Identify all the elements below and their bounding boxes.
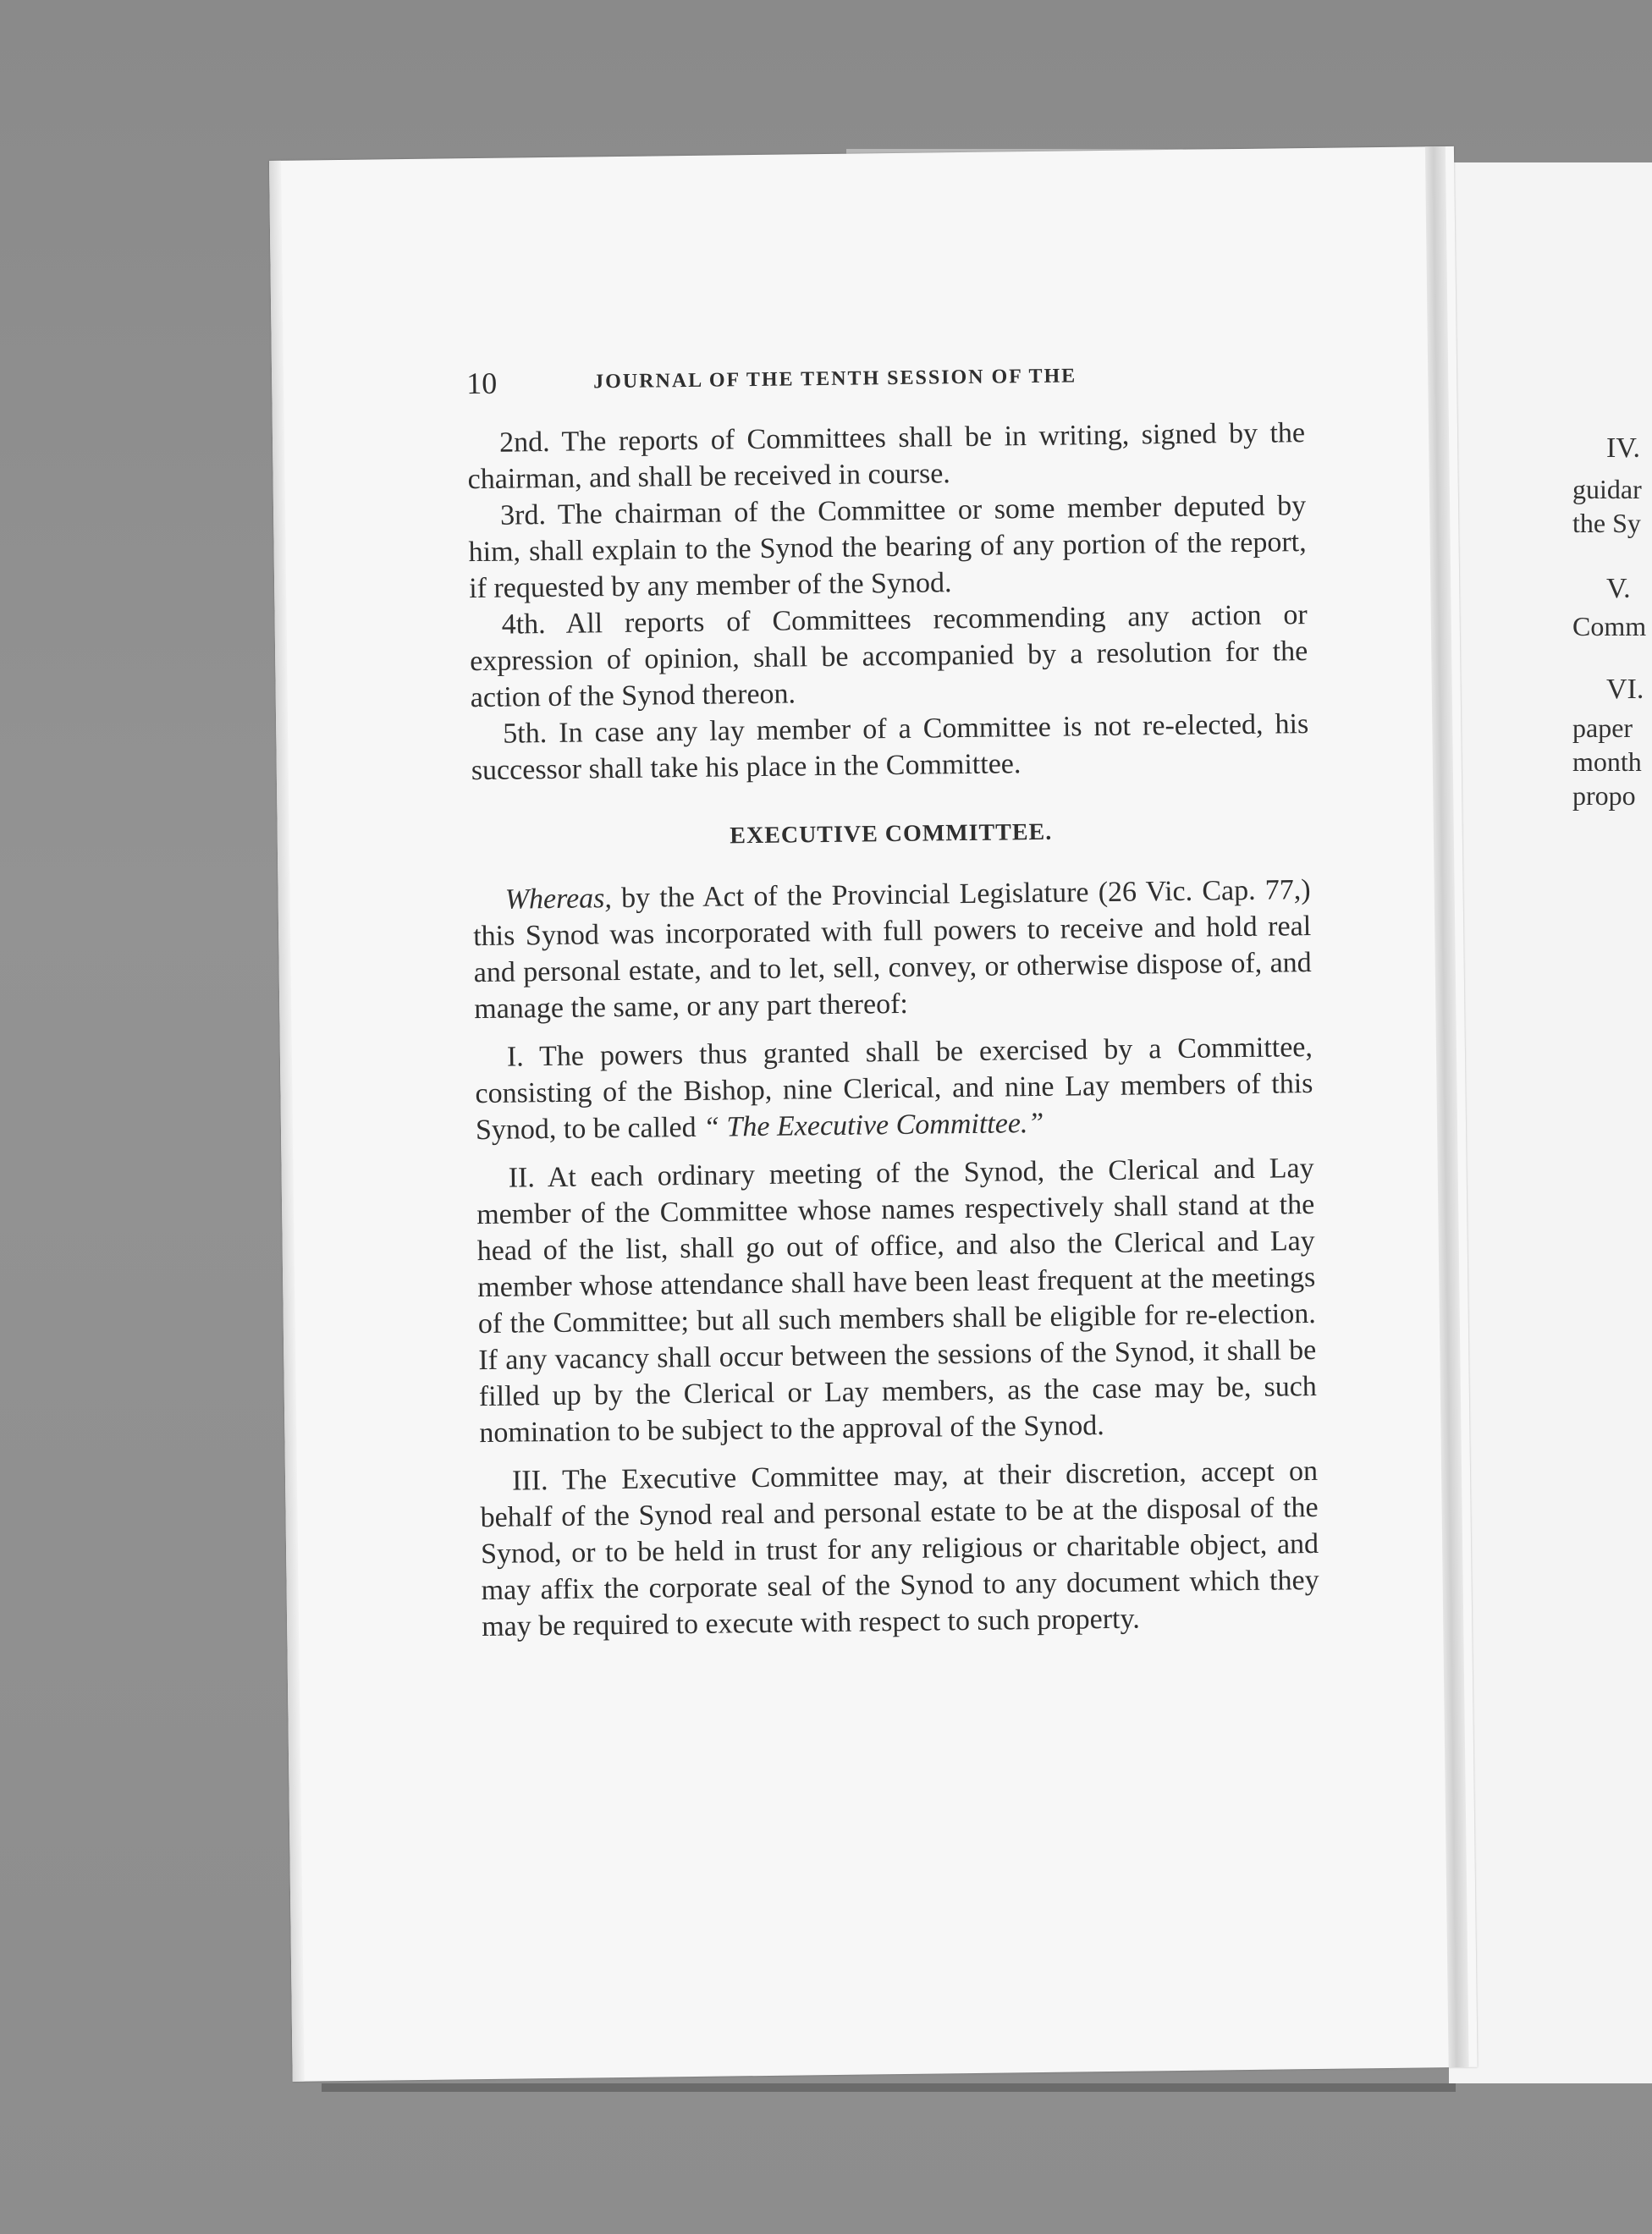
running-title: JOURNAL OF THE TENTH SESSION OF THE [593,365,1077,393]
page-bottom-edge [322,2083,1456,2092]
right-fragment-paper: paper [1572,713,1633,743]
right-fragment-month: month [1572,746,1642,777]
article-3: III. The Executive Committee may, at their discretion, accept on behalf of the Synod real and personal estate to be at the disposal of the Synod, or to be held in trust for any religious or charitable object, and may affix the corporate seal of the Synod to any document which they may be required to execute with respect to such property. [480,1455,1319,1643]
left-page [269,146,1478,2082]
page-content [466,355,1319,1645]
right-fragment-guidar: guidar [1572,474,1642,504]
whereas-paragraph [472,872,1312,1027]
section-heading: EXECUTIVE COMMITTEE. [730,818,1053,850]
article-1-text: I. The powers thus granted shall be exercised by a Committee, consisting of the Bishop, nine Clerical, and nine Lay members of this Synod, to be called [475,1032,1313,1147]
article-2: II. At each ordinary meeting of the Synod, the Clerical and Lay member of the Committee whose names respectively shall stand at the head of the list, shall go out of office, and also the Clerical and Lay member whose attendance shall have been least frequent at the meetings of the Committee; but all such members shall be eligible for re-election. If any vacancy shall occur between the sessions of the Synod, it shall be filled up by the Clerical or Lay members, as the case may be, such nomination to be subject to the approval of the Synod. [476,1153,1318,1450]
article-1-committee-title: “ The Executive Committee.” [702,1107,1044,1143]
right-fragment-propo: propo [1572,780,1636,811]
rule-3rd: 3rd. The chairman of the Committee or some member deputed by him, shall explain to the Synod the bearing of any portion of the report, if requested by any member of the Synod. [468,490,1307,605]
running-head [466,355,1305,406]
whereas-word: Whereas, [504,883,613,916]
rule-4th: 4th. All reports of Committees recommending any action or expression of opinion, shall be accompanied by a resolution for the action of the Synod thereon. [470,599,1308,714]
page-number: 10 [465,366,498,401]
rule-5th: 5th. In case any lay member of a Committee is not re-elected, his successor shall take his place in the Committee. [471,708,1309,787]
right-fragment-vi: VI. [1606,674,1644,705]
article-1 [475,1029,1314,1148]
right-fragment-the-sy: the Sy [1572,508,1641,538]
right-fragment-comm: Comm [1572,611,1647,641]
rule-2nd: 2nd. The reports of Committees shall be in writing, signed by the chairman, and shall be received in course. [467,417,1306,496]
right-fragment-v: V. [1606,573,1631,604]
whereas-text: by the Act of the Provincial Legislature (26 Vic. Cap. 77,) this Synod was incorporated with full powers to receive and hold real and personal estate, and to let, sell, convey, or otherwise dispose of, and manage the same, or any part thereof: [472,874,1312,1026]
right-fragment-iv: IV. [1606,432,1640,464]
